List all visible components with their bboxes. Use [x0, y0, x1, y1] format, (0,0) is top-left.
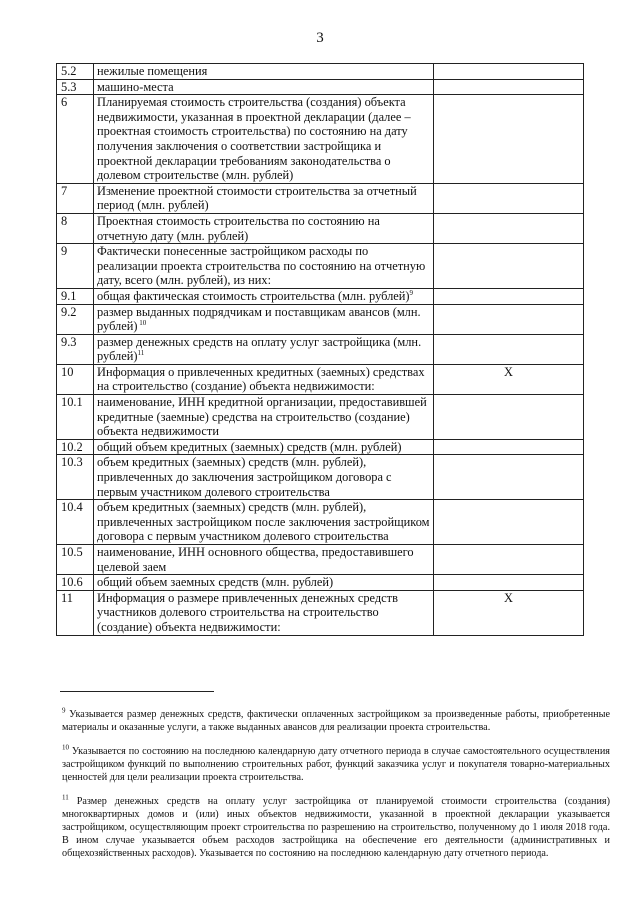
footnotes — [62, 698, 610, 871]
row-description — [94, 500, 434, 545]
row-value — [434, 439, 584, 455]
footnote — [62, 745, 610, 785]
footnote-mark: 10 — [62, 743, 69, 752]
row-number: 9.3 — [57, 334, 94, 364]
row-value — [434, 455, 584, 500]
row-number: 9.1 — [57, 288, 94, 304]
row-description-text: Информация о привлеченных кредитных (заемных) средствах на строительство (создание) объекта недвижимости: — [97, 364, 425, 394]
row-description-text: объем кредитных (заемных) средств (млн. рублей), привлеченных до заключения застройщиком договора с первым участником долевого строительства — [97, 455, 392, 499]
row-description — [94, 439, 434, 455]
row-value — [434, 95, 584, 184]
row-description — [94, 288, 434, 304]
row-description — [94, 455, 434, 500]
row-description — [94, 334, 434, 364]
row-value: X — [434, 590, 584, 635]
table-row — [57, 575, 584, 591]
row-description-text: нежилые помещения — [97, 64, 208, 78]
row-value — [434, 64, 584, 80]
footnote-ref: 9 — [409, 288, 414, 297]
row-description — [94, 590, 434, 635]
row-description — [94, 95, 434, 184]
row-number: 10 — [57, 364, 94, 394]
row-description — [94, 79, 434, 95]
footnote-mark: 9 — [62, 706, 66, 715]
row-description-text: наименование, ИНН кредитной организации, предоставившей кредитные (заемные) средства на строительство (создание) объекта недвижимости — [97, 395, 427, 439]
table-row — [57, 500, 584, 545]
table-row — [57, 95, 584, 184]
row-description — [94, 395, 434, 440]
table-row — [57, 244, 584, 289]
footnote-text: Размер денежных средств на оплату услуг застройщика от планируемой стоимости строительства (создания) многоквартирных домов и (или) иных объектов недвижимости, указанной в проектной декларации указывается застройщиком, осуществляющим проект строительства по разрешению на строительство, полученному до 1 июля 2018 года. В ином случае указывается объем расходов застройщика на обеспечение его деятельности (административных и общехозяйственных расходов). Указывается по состоянию на последнюю календарную дату отчетного периода. — [62, 795, 610, 860]
table-row — [57, 545, 584, 575]
row-number: 10.5 — [57, 545, 94, 575]
row-description — [94, 364, 434, 394]
footnote-ref: 10 — [137, 318, 147, 327]
table-row — [57, 455, 584, 500]
table-row — [57, 590, 584, 635]
row-number: 7 — [57, 183, 94, 213]
table-row — [57, 364, 584, 394]
row-description-text: размер денежных средств на оплату услуг застройщика (млн. рублей) — [97, 334, 422, 364]
table-row — [57, 64, 584, 80]
row-value — [434, 395, 584, 440]
row-number: 10.2 — [57, 439, 94, 455]
row-value: X — [434, 364, 584, 394]
table-row — [57, 334, 584, 364]
row-number: 10.4 — [57, 500, 94, 545]
row-value — [434, 79, 584, 95]
row-number: 6 — [57, 95, 94, 184]
row-value — [434, 334, 584, 364]
footnote — [62, 708, 610, 734]
row-number: 5.2 — [57, 64, 94, 80]
row-number: 8 — [57, 213, 94, 243]
row-number: 10.1 — [57, 395, 94, 440]
row-description-text: Изменение проектной стоимости строительства за отчетный период (млн. рублей) — [97, 183, 417, 213]
row-description-text: наименование, ИНН основного общества, предоставившего целевой заем — [97, 545, 414, 574]
row-number: 9 — [57, 244, 94, 289]
row-value — [434, 183, 584, 213]
row-value — [434, 575, 584, 591]
report-table — [56, 63, 584, 636]
row-description — [94, 244, 434, 289]
row-description — [94, 183, 434, 213]
table-row — [57, 288, 584, 304]
row-description-text: объем кредитных (заемных) средств (млн. рублей), привлеченных застройщиком после заключения застройщиком договора с первым участником долевого строительства — [97, 500, 430, 544]
row-value — [434, 304, 584, 334]
table-row — [57, 304, 584, 334]
footnote-ref: 11 — [137, 349, 145, 358]
row-value — [434, 288, 584, 304]
row-description-text: общая фактическая стоимость строительства (млн. рублей) — [97, 288, 410, 303]
row-value — [434, 213, 584, 243]
footnote — [62, 795, 610, 861]
row-number: 5.3 — [57, 79, 94, 95]
row-description-text: Информация о размере привлеченных денежных средств участников долевого строительства на строительство (создание) объекта недвижимости: — [97, 590, 398, 634]
table-row — [57, 213, 584, 243]
row-number: 10.6 — [57, 575, 94, 591]
table-row — [57, 79, 584, 95]
table-row — [57, 395, 584, 440]
page-number: 3 — [316, 30, 324, 46]
row-description — [94, 304, 434, 334]
row-description — [94, 64, 434, 80]
row-value — [434, 500, 584, 545]
row-number: 11 — [57, 590, 94, 635]
row-description — [94, 213, 434, 243]
footnote-text: Указывается размер денежных средств, фактически оплаченных застройщиком за произведенные работы, приобретенные материалы и оказанные услуги, а также выданных авансов для реализации проекта строительства. — [62, 709, 610, 734]
footnote-separator — [60, 691, 214, 692]
row-description-text: общий объем заемных средств (млн. рублей) — [97, 575, 334, 590]
table-row — [57, 183, 584, 213]
footnote-text: Указывается по состоянию на последнюю календарную дату отчетного периода в случае самостоятельного осуществления застройщиком функций по выполнению строительных работ, функций заказчика услуг и покупателя товарно-материальных ценностей для цели реализации проекта строительства. — [62, 745, 610, 784]
row-description-text: Планируемая стоимость строительства (создания) объекта недвижимости, указанная в проектной декларации (далее – проектная стоимость строительства) по состоянию на дату получения заключения о соответствии застройщика и проектной декларации требованиям законодательства о долевом строительстве (млн. рублей) — [97, 95, 411, 183]
table-row — [57, 439, 584, 455]
footnote-mark: 11 — [62, 793, 69, 802]
row-value — [434, 244, 584, 289]
row-description-text: размер выданных подрядчикам и поставщикам авансов (млн. рублей) — [97, 304, 421, 334]
row-description-text: общий объем кредитных (заемных) средств (млн. рублей) — [97, 439, 402, 454]
row-description — [94, 575, 434, 591]
row-number: 10.3 — [57, 455, 94, 500]
row-value — [434, 545, 584, 575]
row-description-text: Фактически понесенные застройщиком расходы по реализации проекта строительства по состоянию на отчетную дату, всего (млн. рублей), из них: — [97, 244, 426, 288]
row-description-text: Проектная стоимость строительства по состоянию на отчетную дату (млн. рублей) — [97, 213, 380, 243]
row-number: 9.2 — [57, 304, 94, 334]
row-description — [94, 545, 434, 575]
row-description-text: машино-места — [97, 79, 174, 94]
